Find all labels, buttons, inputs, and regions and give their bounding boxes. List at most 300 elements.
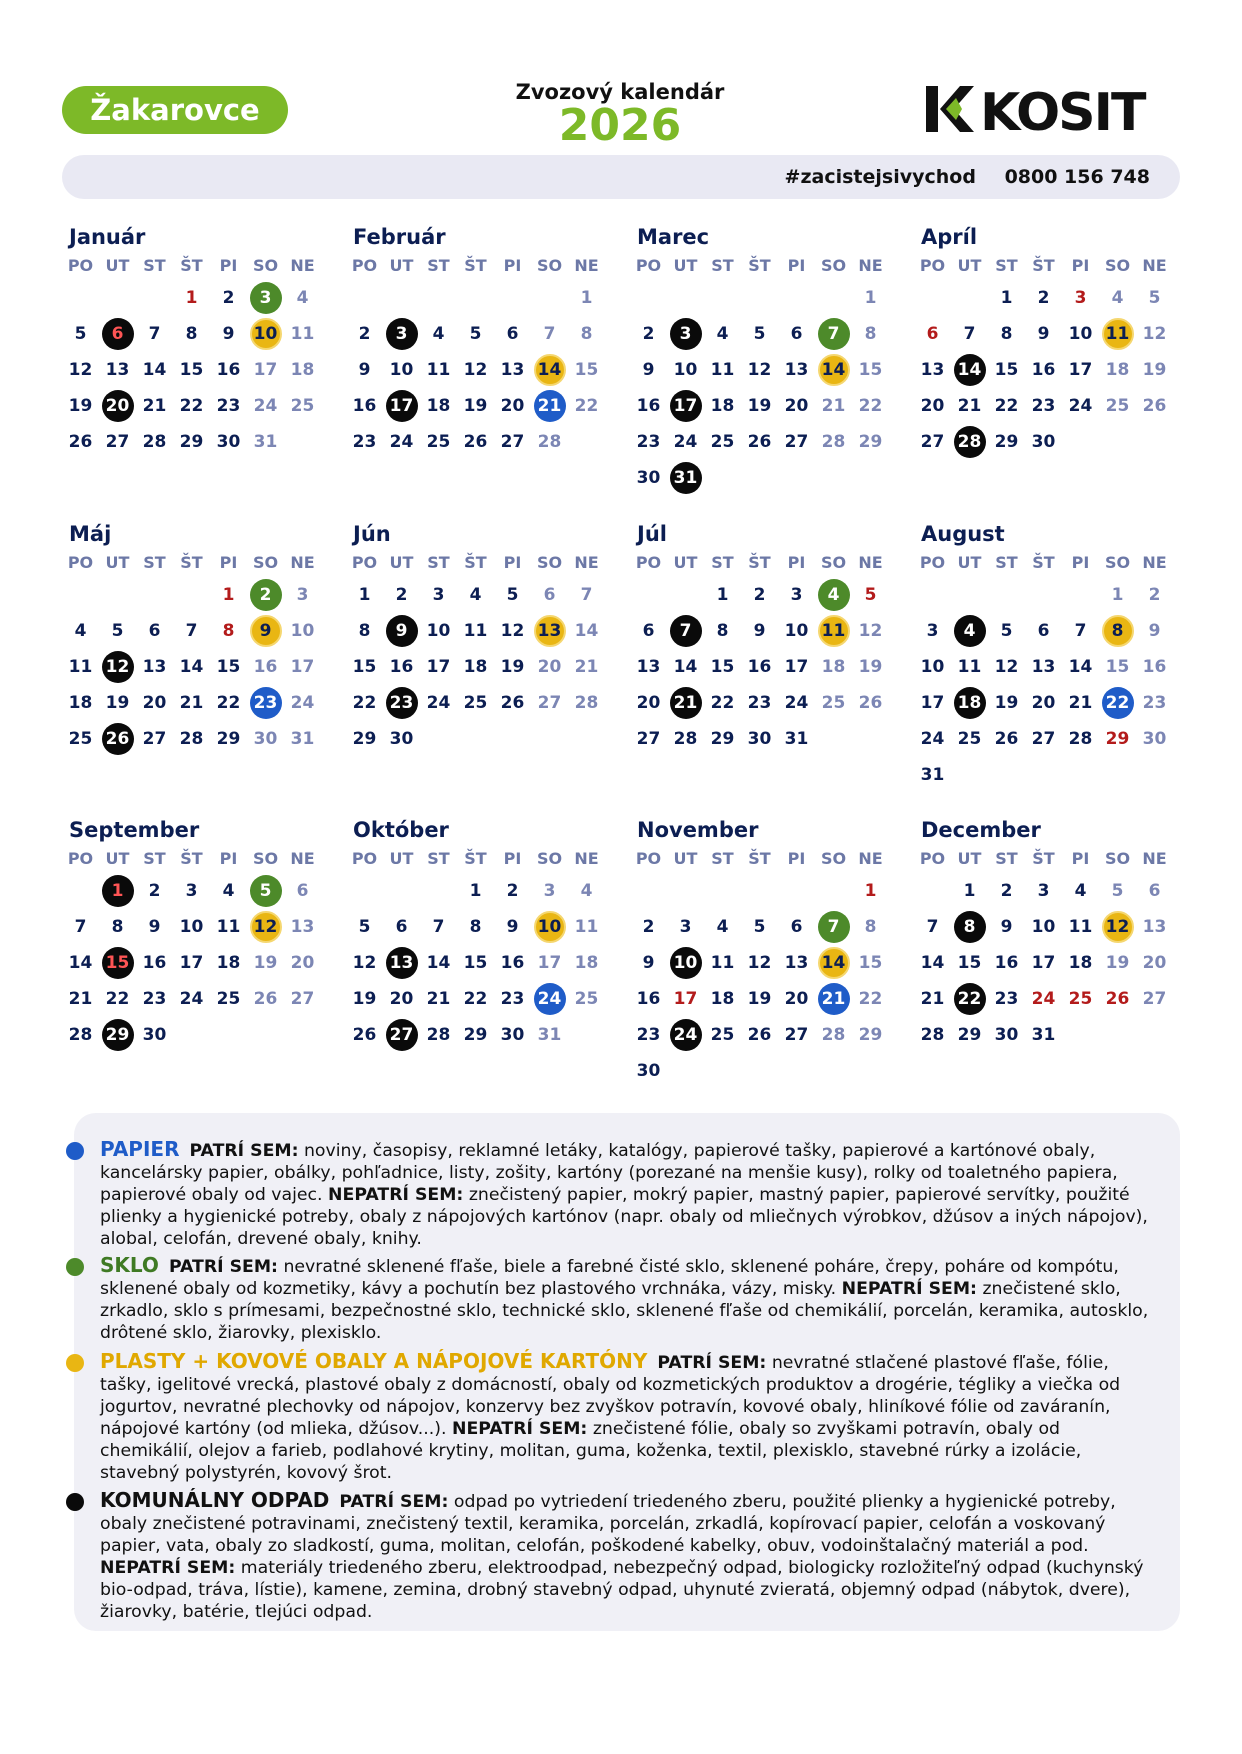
- day-number: 24: [673, 432, 698, 452]
- legend-item: [100, 1138, 1158, 1250]
- weekday-header: ST: [711, 849, 734, 868]
- pickup-day-black: 22: [954, 983, 986, 1015]
- day-cell: [136, 721, 173, 757]
- day-number: 11: [463, 621, 488, 641]
- day-number: 21: [957, 396, 982, 416]
- day-number: 3: [296, 585, 309, 605]
- day-cell: [988, 1017, 1025, 1053]
- day-cell: [1062, 613, 1099, 649]
- day-cell: [494, 685, 531, 721]
- day-number: 12: [858, 621, 883, 641]
- day-number: 2: [753, 585, 766, 605]
- day-cell: [704, 388, 741, 424]
- day-cell: [247, 388, 284, 424]
- legend-out-text: materiály triedeného zberu, elektroodpad, nebezpečný odpad, biologicky rozložiteľný odpad (kuchynský bio-odpad, tráva, lístie), kamene, zemina, drobný stavebný odpad, uhynuté zvieratá, objemný odpad (nábytok, dvere), žiarovky, batérie, tlejúci odpad.: [100, 1558, 1144, 1622]
- day-number: 19: [105, 693, 130, 713]
- day-number: 13: [920, 360, 945, 380]
- weekday-header: UT: [389, 553, 414, 572]
- day-cell: [383, 316, 420, 352]
- legend-out-text: znečistené sklo, zrkadlo, sklo s prímesami, bezpečnostné sklo, technické sklo, sklenené fľaše od chemikálií, porcelán, keramika, autosklo, drôtené sklo, žiarovky, plexisklo.: [100, 1279, 1149, 1343]
- day-number: 18: [710, 396, 735, 416]
- weekday-header: ŠT: [1032, 553, 1055, 572]
- empty-cell: [778, 280, 815, 316]
- day-cell: [1062, 316, 1099, 352]
- day-cell: [173, 388, 210, 424]
- day-cell: [704, 1017, 741, 1053]
- day-number: 2: [1148, 585, 1161, 605]
- day-number: 4: [74, 621, 87, 641]
- legend-out-text: znečistené fólie, obaly so zvyškami potravín, obaly od chemikálií, olejov a farieb, podlahové krytiny, molitan, guma, koženka, textil, plexisklo, stavebné rúrky a izolácie, stavebný polystyrén, kovový šrot.: [100, 1419, 1082, 1483]
- day-cell: [173, 945, 210, 981]
- weekday-header: ŠT: [180, 849, 203, 868]
- day-cell: [630, 721, 667, 757]
- day-number: 17: [537, 953, 562, 973]
- weekday-header: NE: [290, 553, 315, 572]
- day-number: 13: [784, 953, 809, 973]
- day-cell: [1025, 316, 1062, 352]
- day-cell: [741, 613, 778, 649]
- day-cell: [457, 873, 494, 909]
- day-cell: [667, 649, 704, 685]
- day-cell: [457, 1017, 494, 1053]
- day-cell: [247, 721, 284, 757]
- day-cell: [383, 577, 420, 613]
- empty-cell: [704, 280, 741, 316]
- day-number: 5: [469, 324, 482, 344]
- legend-item: [100, 1254, 1158, 1344]
- day-cell: [457, 909, 494, 945]
- day-number: 27: [920, 432, 945, 452]
- day-cell: [741, 909, 778, 945]
- day-number: 10: [673, 360, 698, 380]
- day-number: 2: [395, 585, 408, 605]
- day-number: 6: [1148, 881, 1161, 901]
- day-cell: [852, 316, 889, 352]
- day-number: 24: [253, 396, 278, 416]
- day-number: 2: [1037, 288, 1050, 308]
- day-cell: [383, 1017, 420, 1053]
- day-number: 27: [537, 693, 562, 713]
- day-cell: [667, 388, 704, 424]
- month-grid: [62, 845, 326, 1053]
- day-cell: [420, 352, 457, 388]
- month-name: Jún: [353, 522, 391, 546]
- weekday-header: PO: [635, 849, 662, 868]
- day-number: 15: [1105, 657, 1130, 677]
- weekday-header: ST: [427, 553, 450, 572]
- day-number: 6: [790, 917, 803, 937]
- pickup-day-black: 29: [102, 1019, 134, 1051]
- day-number: 27: [105, 432, 130, 452]
- weekday-header: PI: [1071, 553, 1090, 572]
- empty-cell: [383, 280, 420, 316]
- empty-cell: [420, 280, 457, 316]
- day-cell: [778, 981, 815, 1017]
- day-number: 19: [1142, 360, 1167, 380]
- day-number: 8: [111, 917, 124, 937]
- day-number: 23: [636, 432, 661, 452]
- day-cell: [667, 721, 704, 757]
- day-number: 17: [179, 953, 204, 973]
- day-number: 22: [105, 989, 130, 1009]
- day-cell: [951, 316, 988, 352]
- weekday-header: ŠT: [180, 256, 203, 275]
- day-cell: [420, 577, 457, 613]
- pickup-day-green: 4: [818, 579, 850, 611]
- day-cell: [99, 316, 136, 352]
- day-cell: [951, 352, 988, 388]
- day-number: 28: [426, 1025, 451, 1045]
- day-cell: [99, 352, 136, 388]
- day-number: 16: [636, 989, 661, 1009]
- day-cell: [346, 424, 383, 460]
- day-number: 7: [963, 324, 976, 344]
- day-number: 9: [358, 360, 371, 380]
- weekday-header: NE: [858, 849, 883, 868]
- weekday-header: ŠT: [464, 256, 487, 275]
- day-number: 19: [352, 989, 377, 1009]
- day-number: 19: [994, 693, 1019, 713]
- day-number: 6: [506, 324, 519, 344]
- day-cell: [62, 945, 99, 981]
- day-number: 13: [290, 917, 315, 937]
- day-cell: [136, 909, 173, 945]
- day-cell: [531, 424, 568, 460]
- day-cell: [704, 613, 741, 649]
- day-number: 26: [994, 729, 1019, 749]
- day-number: 8: [864, 917, 877, 937]
- day-number: 22: [858, 989, 883, 1009]
- day-cell: [988, 613, 1025, 649]
- day-cell: [914, 757, 951, 793]
- day-number: 13: [1142, 917, 1167, 937]
- day-cell: [667, 352, 704, 388]
- legend-out-label: NEPATRÍ SEM:: [452, 1419, 588, 1439]
- day-cell: [1025, 388, 1062, 424]
- empty-cell: [630, 873, 667, 909]
- day-cell: [951, 1017, 988, 1053]
- day-cell: [136, 1017, 173, 1053]
- day-cell: [210, 649, 247, 685]
- weekday-header: PI: [219, 553, 238, 572]
- day-number: 29: [994, 432, 1019, 452]
- day-number: 17: [290, 657, 315, 677]
- day-number: 25: [463, 693, 488, 713]
- day-number: 4: [716, 917, 729, 937]
- day-cell: [568, 280, 605, 316]
- day-number: 9: [753, 621, 766, 641]
- day-cell: [568, 685, 605, 721]
- day-number: 10: [179, 917, 204, 937]
- day-cell: [1099, 649, 1136, 685]
- day-cell: [346, 1017, 383, 1053]
- weekday-header: ST: [995, 849, 1018, 868]
- day-number: 1: [222, 585, 235, 605]
- empty-cell: [667, 280, 704, 316]
- day-number: 22: [352, 693, 377, 713]
- day-cell: [704, 945, 741, 981]
- month-name: November: [637, 818, 759, 842]
- day-cell: [815, 388, 852, 424]
- pickup-day-black: 9: [386, 615, 418, 647]
- day-cell: [494, 945, 531, 981]
- weekday-header: PO: [919, 849, 946, 868]
- day-cell: [420, 649, 457, 685]
- day-number: 20: [290, 953, 315, 973]
- day-number: 21: [142, 396, 167, 416]
- day-number: 13: [1031, 657, 1056, 677]
- day-number: 6: [395, 917, 408, 937]
- day-number: 22: [179, 396, 204, 416]
- day-number: 14: [920, 953, 945, 973]
- day-cell: [420, 316, 457, 352]
- day-number: 27: [784, 432, 809, 452]
- hashtag: #zacistejsivychod: [784, 166, 976, 188]
- weekday-header: SO: [536, 849, 563, 868]
- empty-cell: [630, 577, 667, 613]
- month-grid: [630, 252, 894, 496]
- day-cell: [1062, 352, 1099, 388]
- empty-cell: [630, 280, 667, 316]
- day-cell: [630, 909, 667, 945]
- pickup-day-blue: 24: [534, 983, 566, 1015]
- day-cell: [494, 909, 531, 945]
- day-number: 12: [747, 953, 772, 973]
- day-cell: [741, 577, 778, 613]
- weekday-header: ŠT: [464, 849, 487, 868]
- day-number: 8: [716, 621, 729, 641]
- empty-cell: [914, 280, 951, 316]
- day-number: 16: [216, 360, 241, 380]
- day-cell: [420, 909, 457, 945]
- day-cell: [1099, 613, 1136, 649]
- day-cell: [852, 424, 889, 460]
- weekday-header: PI: [503, 849, 522, 868]
- day-cell: [1062, 388, 1099, 424]
- day-number: 20: [142, 693, 167, 713]
- day-cell: [383, 909, 420, 945]
- month-5: [62, 519, 326, 757]
- day-number: 28: [68, 1025, 93, 1045]
- day-number: 14: [1068, 657, 1093, 677]
- day-number: 10: [920, 657, 945, 677]
- logo-text: KOSIT: [980, 84, 1145, 134]
- day-number: 2: [148, 881, 161, 901]
- day-cell: [741, 352, 778, 388]
- day-cell: [815, 909, 852, 945]
- weekday-header: ST: [995, 256, 1018, 275]
- day-number: 21: [179, 693, 204, 713]
- day-number: 27: [784, 1025, 809, 1045]
- weekday-header: ŠT: [1032, 849, 1055, 868]
- day-cell: [815, 685, 852, 721]
- day-cell: [420, 388, 457, 424]
- day-number: 4: [716, 324, 729, 344]
- day-cell: [531, 577, 568, 613]
- day-cell: [914, 352, 951, 388]
- day-cell: [1025, 424, 1062, 460]
- empty-cell: [704, 873, 741, 909]
- day-number: 9: [148, 917, 161, 937]
- pickup-day-black: 27: [386, 1019, 418, 1051]
- day-cell: [457, 649, 494, 685]
- pickup-day-yellow: 14: [818, 947, 850, 979]
- day-cell: [173, 316, 210, 352]
- day-cell: [988, 424, 1025, 460]
- day-number: 12: [500, 621, 525, 641]
- day-number: 30: [1142, 729, 1167, 749]
- day-cell: [914, 613, 951, 649]
- day-cell: [951, 685, 988, 721]
- day-number: 26: [858, 693, 883, 713]
- month-10: [346, 815, 610, 1053]
- day-number: 15: [710, 657, 735, 677]
- day-number: 25: [574, 989, 599, 1009]
- empty-cell: [914, 577, 951, 613]
- day-cell: [815, 577, 852, 613]
- day-cell: [457, 388, 494, 424]
- day-cell: [494, 577, 531, 613]
- day-number: 2: [642, 324, 655, 344]
- day-number: 16: [253, 657, 278, 677]
- day-cell: [531, 613, 568, 649]
- day-cell: [1025, 649, 1062, 685]
- day-number: 16: [352, 396, 377, 416]
- day-cell: [630, 424, 667, 460]
- day-cell: [62, 388, 99, 424]
- weekday-header: PI: [787, 256, 806, 275]
- day-number: 5: [74, 324, 87, 344]
- pickup-day-black: 4: [954, 615, 986, 647]
- weekday-header: UT: [957, 553, 982, 572]
- day-cell: [99, 909, 136, 945]
- day-cell: [914, 981, 951, 1017]
- pickup-day-yellow: 13: [534, 615, 566, 647]
- day-cell: [136, 873, 173, 909]
- weekday-header: PI: [219, 256, 238, 275]
- day-cell: [210, 352, 247, 388]
- day-cell: [494, 649, 531, 685]
- phone-number[interactable]: 0800 156 748: [1004, 166, 1150, 188]
- day-number: 7: [926, 917, 939, 937]
- day-number: 25: [1105, 396, 1130, 416]
- pickup-day-black: 21: [670, 687, 702, 719]
- empty-cell: [136, 577, 173, 613]
- day-number: 18: [463, 657, 488, 677]
- day-cell: [667, 460, 704, 496]
- day-cell: [136, 352, 173, 388]
- day-number: 6: [148, 621, 161, 641]
- weekday-header: ŠT: [748, 256, 771, 275]
- day-cell: [383, 424, 420, 460]
- day-number: 19: [500, 657, 525, 677]
- day-number: 23: [747, 693, 772, 713]
- day-number: 31: [537, 1025, 562, 1045]
- day-cell: [494, 613, 531, 649]
- empty-cell: [383, 873, 420, 909]
- day-cell: [284, 685, 321, 721]
- day-cell: [173, 685, 210, 721]
- day-cell: [62, 424, 99, 460]
- day-cell: [346, 613, 383, 649]
- day-number: 30: [142, 1025, 167, 1045]
- day-cell: [988, 280, 1025, 316]
- day-cell: [852, 685, 889, 721]
- day-number: 18: [68, 693, 93, 713]
- day-cell: [1062, 685, 1099, 721]
- day-cell: [247, 685, 284, 721]
- day-number: 24: [179, 989, 204, 1009]
- day-cell: [1099, 685, 1136, 721]
- day-cell: [741, 1017, 778, 1053]
- day-number: 19: [253, 953, 278, 973]
- day-number: 2: [358, 324, 371, 344]
- day-number: 25: [216, 989, 241, 1009]
- day-cell: [988, 873, 1025, 909]
- day-number: 17: [784, 657, 809, 677]
- day-number: 11: [574, 917, 599, 937]
- day-number: 30: [636, 1061, 661, 1081]
- empty-cell: [951, 577, 988, 613]
- day-number: 16: [1142, 657, 1167, 677]
- empty-cell: [99, 280, 136, 316]
- day-number: 29: [216, 729, 241, 749]
- day-cell: [667, 424, 704, 460]
- day-number: 10: [290, 621, 315, 641]
- legend-in-text: nevratné stlačené plastové fľaše, fólie, tašky, igelitové vrecká, plastové obaly z domácností, obaly od kozmetických produktov a drogérie, tégliky a viečka od jogurtov, nevratné plechovky od nápojov, konzervy bez zvyškov potravín, kovové obaly, hliníkové fólie od zaváranín, nápojové kartóny (od mlieka, džúsov...).: [100, 1353, 1121, 1439]
- day-cell: [852, 945, 889, 981]
- day-number: 11: [1068, 917, 1093, 937]
- day-number: 14: [574, 621, 599, 641]
- day-cell: [99, 1017, 136, 1053]
- month-9: [62, 815, 326, 1053]
- day-number: 20: [1031, 693, 1056, 713]
- day-number: 12: [352, 953, 377, 973]
- legend-out-label: NEPATRÍ SEM:: [841, 1279, 977, 1299]
- legend-category: PLASTY + KOVOVÉ OBALY A NÁPOJOVÉ KARTÓNY: [100, 1349, 648, 1373]
- day-number: 11: [68, 657, 93, 677]
- day-cell: [1025, 685, 1062, 721]
- day-number: 25: [68, 729, 93, 749]
- day-number: 17: [1031, 953, 1056, 973]
- day-number: 4: [432, 324, 445, 344]
- day-number: 28: [142, 432, 167, 452]
- day-cell: [247, 352, 284, 388]
- day-number: 8: [222, 621, 235, 641]
- day-number: 25: [821, 693, 846, 713]
- legend-dot-icon: [66, 1354, 84, 1372]
- day-cell: [630, 613, 667, 649]
- day-number: 1: [716, 585, 729, 605]
- day-number: 11: [957, 657, 982, 677]
- weekday-header: SO: [1104, 256, 1131, 275]
- day-number: 6: [790, 324, 803, 344]
- day-number: 1: [358, 585, 371, 605]
- day-cell: [778, 945, 815, 981]
- day-cell: [1025, 873, 1062, 909]
- day-cell: [815, 424, 852, 460]
- day-cell: [136, 613, 173, 649]
- day-cell: [630, 685, 667, 721]
- day-number: 12: [747, 360, 772, 380]
- month-grid: [346, 549, 610, 757]
- empty-cell: [62, 280, 99, 316]
- day-number: 9: [1148, 621, 1161, 641]
- day-number: 22: [574, 396, 599, 416]
- day-number: 1: [1000, 288, 1013, 308]
- pickup-day-yellow: 10: [534, 911, 566, 943]
- day-number: 25: [1068, 989, 1093, 1009]
